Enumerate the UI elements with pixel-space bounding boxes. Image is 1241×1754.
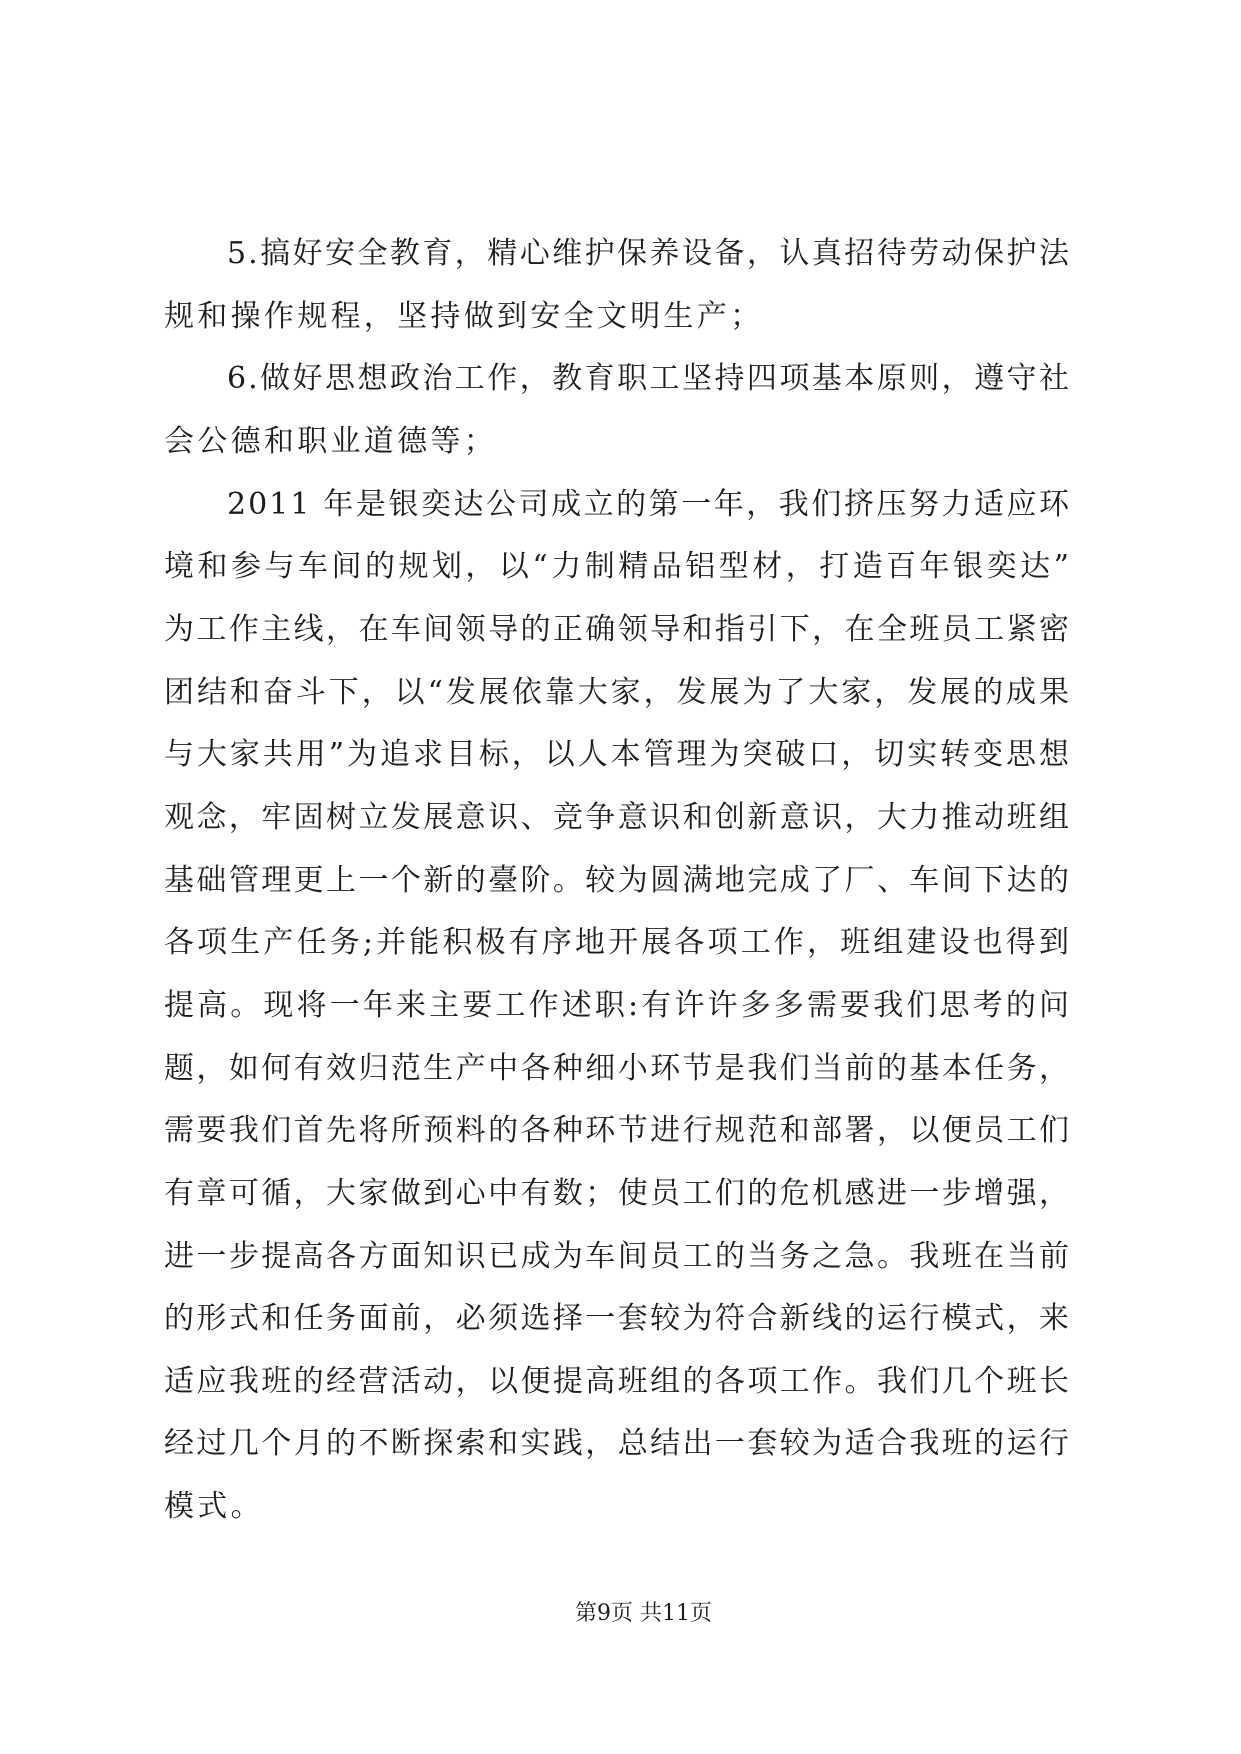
text-line: 境和参与车间的规划，以“力制精品铝型材，打造百年银奕达” bbox=[164, 549, 1071, 585]
text-line: 进一步提高各方面知识已成为车间员工的当务之急。我班在当前 bbox=[164, 1238, 1071, 1274]
text-line: 各项生产任务;并能积极有序地开展各项工作，班组建设也得到 bbox=[164, 925, 1071, 961]
text-line: 为工作主线，在车间领导的正确领导和指引下，在全班员工紧密 bbox=[164, 611, 1071, 647]
text-line: 有章可循，大家做到心中有数；使员工们的危机感进一步增强， bbox=[164, 1175, 1071, 1211]
text-line: 需要我们首先将所预料的各种环节进行规范和部署，以便员工们 bbox=[164, 1113, 1071, 1149]
text-line: 5.搞好安全教育，精心维护保养设备，认真招待劳动保护法 bbox=[227, 236, 1071, 271]
text-line: 基础管理更上一个新的臺阶。较为圆满地完成了厂、车间下达的 bbox=[164, 862, 1071, 898]
text-line: 与大家共用”为追求目标，以人本管理为突破口，切实转变思想 bbox=[164, 737, 1071, 773]
text-line: 模式。 bbox=[164, 1489, 264, 1525]
text-line: 会公德和职业道德等； bbox=[164, 423, 497, 459]
text-line: 规和操作规程，坚持做到安全文明生产； bbox=[164, 298, 764, 334]
text-line: 团结和奋斗下，以“发展依靠大家，发展为了大家，发展的成果 bbox=[164, 674, 1071, 710]
paragraph-2011-summary bbox=[164, 474, 1071, 1539]
text-line: 题，如何有效归范生产中各种细小环节是我们当前的基本任务， bbox=[164, 1050, 1071, 1086]
text-line: 适应我班的经营活动，以便提高班组的各项工作。我们几个班长 bbox=[164, 1363, 1071, 1399]
document-body bbox=[164, 223, 1071, 1539]
paragraph-item-5 bbox=[164, 223, 1071, 348]
text-line: 经过几个月的不断探索和实践，总结出一套较为适合我班的运行 bbox=[164, 1426, 1071, 1462]
text-line: 2011 年是银奕达公司成立的第一年，我们挤压努力适应环 bbox=[227, 486, 1071, 522]
text-line: 观念，牢固树立发展意识、竞争意识和创新意识，大力推动班组 bbox=[164, 799, 1071, 835]
text-line: 6.做好思想政治工作，教育职工坚持四项基本原则，遵守社 bbox=[227, 361, 1071, 397]
page-number-footer: 第9页 共11页 bbox=[575, 1601, 712, 1626]
paragraph-item-6 bbox=[164, 348, 1071, 473]
text-line: 的形式和任务面前，必须选择一套较为符合新线的运行模式，来 bbox=[164, 1301, 1071, 1337]
text-line: 提高。现将一年来主要工作述职:有许许多多需要我们思考的问 bbox=[164, 987, 1071, 1023]
